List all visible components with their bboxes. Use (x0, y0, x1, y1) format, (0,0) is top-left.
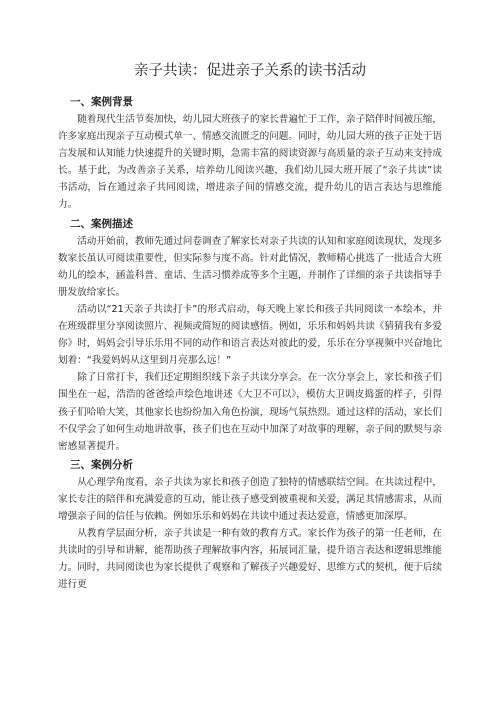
document-title: 亲子共读：促进亲子关系的读书活动 (134, 63, 366, 79)
section-heading-analysis: 三、案例分析 (70, 458, 133, 471)
paragraph: 活动以“21天亲子共读打卡”的形式启动，每天晚上家长和孩子共同阅读一本绘本，并在班级群里分享阅读照片、视频或简短的阅读感悟。例如，乐乐和妈妈共读《猜猜我有多爱你》时，妈妈会引导乐乐用不同的动作和语言表达对彼此的爱，乐乐在分享视频中兴奋地比划着：“我爱妈妈从这里到月亮那么远！” (58, 303, 442, 367)
paragraph: 随着现代生活节奏加快，幼儿园大班孩子的家长普遍忙于工作，亲子陪伴时间被压缩，许多家庭出现亲子互动模式单一、情感交流匮乏的问题。同时，幼儿园大班的孩子正处于语言发展和认知能力快速提升的关键时期，急需丰富的阅读资源与高质量的亲子互动来支持成长。基于此，为改善亲子关系，培养幼儿阅读兴趣，我们幼儿园大班开展了“亲子共读”读书活动，旨在通过亲子共同阅读，增进亲子间的情感交流，提升幼儿的语言表达与思维能力。 (58, 114, 442, 211)
document-body (58, 94, 442, 593)
paragraph: 除了日常打卡，我们还定期组织线下亲子共读分享会。在一次分享会上，家长和孩子们围坐在一起，浩浩的爸爸绘声绘色地讲述《大卫不可以》，模仿大卫调皮捣蛋的样子，引得孩子们哈哈大笑，其他家长也纷纷加入角色扮演，现场气氛热烈。通过这样的活动，家长们不仅学会了如何生动地讲故事，孩子们也在互动中加深了对故事的理解，亲子间的默契与亲密感显著提升。 (58, 372, 442, 452)
paragraph: 活动开始前，教师先通过问卷调查了解家长对亲子共读的认知和家庭阅读现状，发现多数家长虽认可阅读重要性，但实际参与度不高。针对此情况，教师精心挑选了一批适合大班幼儿的绘本，涵盖科普、童话、生活习惯养成等多个主题，并制作了详细的亲子共读指导手册发放给家长。 (58, 235, 442, 298)
section-heading-description: 二、案例描述 (70, 217, 133, 230)
section-heading-background: 一、案例背景 (70, 96, 133, 108)
paragraph: 从心理学角度看，亲子共读为家长和孩子创造了独特的情感联结空间。在共读过程中，家长专注的陪伴和充满爱意的互动，能让孩子感受到被重视和关爱，满足其情感需求，从而增强亲子间的信任与依赖。例如乐乐和妈妈在共读中通过表达爱意，情感更加深厚。 (58, 476, 442, 522)
paragraph: 从教育学层面分析，亲子共读是一种有效的教育方式。家长作为孩子的第一任老师，在共读时的引导和讲解，能帮助孩子理解故事内容，拓展词汇量，提升语言表达和逻辑思维能力。同时，共同阅读也为家长提供了观察和了解孩子兴趣爱好、思维方式的契机，便于后续进行更 (58, 528, 442, 591)
